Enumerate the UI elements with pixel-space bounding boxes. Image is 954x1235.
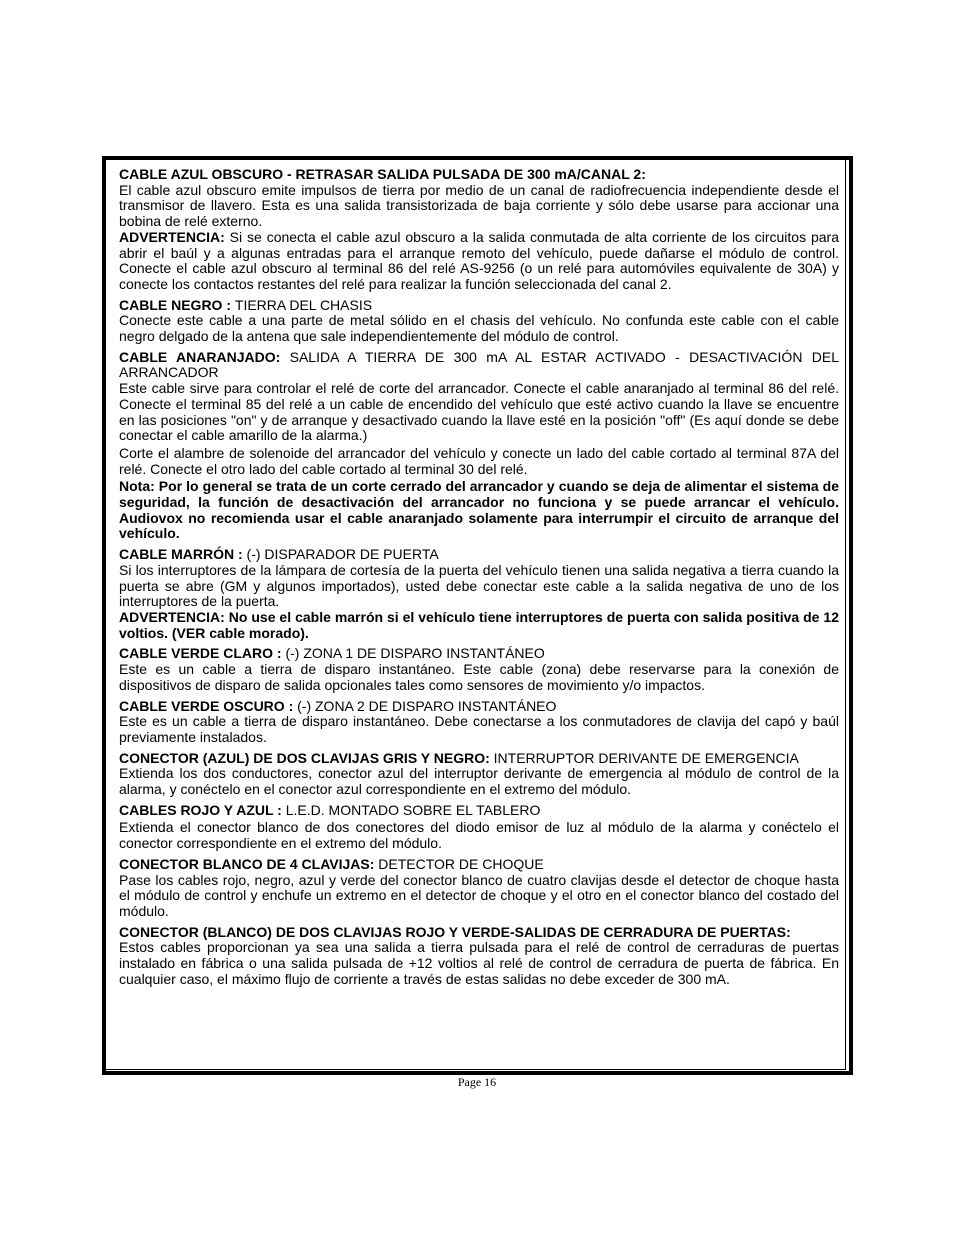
section-heading: CABLE VERDE OSCURO : [119, 697, 298, 714]
section-body-2: Corte el alambre de solenoide del arrancador del vehículo y conecte un lado del cable cortado al terminal 87A del relé. Conecte el otro lado del cable cortado al terminal 30 del relé. [119, 444, 839, 477]
warning-text: Si se conecta el cable azul obscuro a la salida conmutada de alta corriente de los circuitos para abrir el baúl y a algunas entradas para el arranque remoto del vehículo, puede dañarse el módulo de control. Conecte el cable azul obscuro al terminal 86 del relé AS-9256 (o un relé para automóviles equivalente de 30A) y conecte los contactos restantes del relé para realizar la función seleccionada del canal 2. [119, 228, 839, 292]
section-heading: CABLES ROJO Y AZUL : [119, 801, 286, 818]
section-heading-rest: TIERRA DEL CHASIS [234, 296, 373, 313]
section-heading-rest: SALIDA A TIERRA DE 300 mA AL ESTAR ACTIVADO - DESACTIVACIÓN DEL ARRANCADOR [119, 348, 840, 381]
section-heading: CABLE ANARANJADO: [119, 348, 290, 365]
section-dark-green-wire [119, 699, 839, 746]
section-heading-rest: (-) DISPARADOR DE PUERTA [246, 546, 439, 563]
section-body: Si los interruptores de la lámpara de cortesía de la puerta del vehículo tienen una salida negativa a tierra cuando la puerta se abre (GM y algunos importados), usted debe conectar este cable a la salida negativa de uno de los interruptores de la puerta. [119, 561, 839, 610]
section-dark-blue-wire [119, 167, 839, 293]
section-orange-wire [119, 350, 839, 542]
section-heading: CABLE MARRÓN : [119, 546, 247, 563]
page-number: Page 16 [457, 1075, 497, 1089]
section-black-wire [119, 298, 839, 345]
section-blue-connector [119, 751, 839, 798]
section-body: Este es un cable a tierra de disparo instantáneo. Debe conectarse a los conmutadores de clavija del capó y baúl previamente instalados. [119, 713, 839, 745]
section-body: Este cable sirve para controlar el relé de corte del arrancador. Conecte el cable anaranjado al terminal 86 del relé. Conecte el terminal 85 del relé a un cable de encendido del vehículo que esté activo cuando la llave se encuentre en las posiciones "on" y de arranque y desactivado cuando la llave esté en la posición "off" (Es aquí donde se debe conectar el cable amarillo de la alarma.) [119, 380, 839, 444]
section-body: Estos cables proporcionan ya sea una salida a tierra pulsada para el relé de control de cerraduras de puertas instalado en fábrica o una salida pulsada de +12 voltios al relé de control de cerradura de puerta de fábrica. En cualquier caso, el máximo flujo de corriente a través de estas salidas no debe exceder de 300 mA. [119, 939, 839, 987]
section-red-blue-wires [119, 803, 839, 852]
section-light-green-wire [119, 646, 839, 693]
section-heading-rest: (-) ZONA 1 DE DISPARO INSTANTÁNEO [285, 645, 545, 662]
section-heading-rest: (-) ZONA 2 DE DISPARO INSTANTÁNEO [297, 697, 557, 714]
section-heading: CONECTOR (BLANCO) DE DOS CLAVIJAS ROJO Y VERDE-SALIDAS DE CERRADURA DE PUERTAS: [119, 923, 791, 940]
section-heading: CABLE VERDE CLARO : [119, 645, 286, 662]
section-body: Pase los cables rojo, negro, azul y verde del conector blanco de cuatro clavijas desde el detector de choque hasta el módulo de control y enchufe un extremo en el detector de choque y el otro en el conector blanco del costado del módulo. [119, 871, 839, 919]
section-body: Extienda el conector blanco de dos conectores del diodo emisor de luz al módulo de la alarma y conéctelo el conector correspondiente en el extremo del módulo. [119, 819, 839, 852]
section-white-2pin-connector [119, 925, 839, 988]
warning-label: ADVERTENCIA: [119, 228, 225, 245]
section-body: El cable azul obscuro emite impulsos de tierra por medio de un canal de radiofrecuencia independiente desde el transmisor de llavero. Esta es una salida transistorizada de baja corriente y sólo debe usarse para accionar una bobina de relé externo. [119, 181, 839, 230]
section-brown-wire [119, 547, 839, 641]
section-heading: CABLE AZUL OBSCURO - RETRASAR SALIDA PULSADA DE 300 mA/CANAL 2: [119, 166, 646, 182]
section-heading-rest: DETECTOR DE CHOQUE [378, 855, 544, 872]
wiring-instructions [119, 167, 839, 992]
section-warning: ADVERTENCIA: No use el cable marrón si el vehículo tiene interruptores de puerta con salida positiva de 12 voltios. (VER cable morado). [119, 608, 839, 641]
section-heading: CONECTOR (AZUL) DE DOS CLAVIJAS GRIS Y NEGRO: [119, 749, 494, 766]
section-heading-rest: INTERRUPTOR DERIVANTE DE EMERGENCIA [493, 749, 799, 766]
section-body: Este es un cable a tierra de disparo instantáneo. Este cable (zona) debe reservarse para la conexión de dispositivos de disparo de salida opcionales tales como sensores de movimiento y/o impactos. [119, 661, 839, 693]
section-body: Extienda los dos conductores, conector azul del interruptor derivante de emergencia al módulo de control de la alarma, y conéctelo en el conector azul correspondiente en el extremo del módulo. [119, 765, 839, 798]
section-heading-rest: L.E.D. MONTADO SOBRE EL TABLERO [285, 801, 541, 818]
section-white-4pin-connector [119, 857, 839, 920]
section-note: Nota: Por lo general se trata de un corte cerrado del arrancador y cuando se deja de alimentar el sistema de seguridad, la función de desactivación del arrancador no funciona y se puede arrancar el vehículo. Audiovox no recomienda usar el cable anaranjado solamente para interrumpir el circuito de arranque del vehículo. [119, 478, 839, 542]
section-body: Conecte este cable a una parte de metal sólido en el chasis del vehículo. No confunda este cable con el cable negro delgado de la antena que sale independientemente del módulo de control. [119, 312, 839, 345]
section-heading: CABLE NEGRO : [119, 296, 235, 313]
section-heading: CONECTOR BLANCO DE 4 CLAVIJAS: [119, 855, 379, 872]
